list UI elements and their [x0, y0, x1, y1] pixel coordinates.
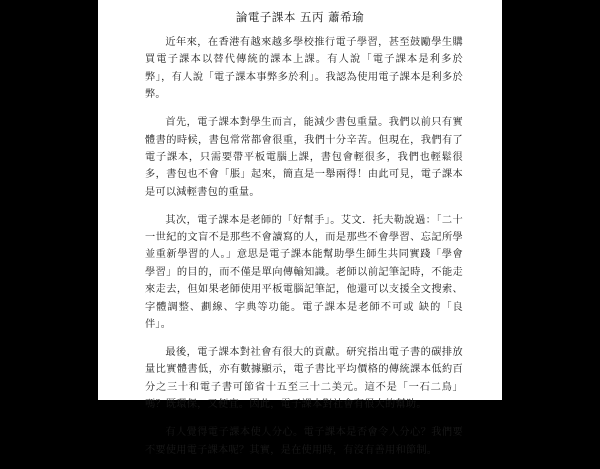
paragraph-intro: 近年來，在香港有越來越多學校推行電子學習，甚至鼓勵學生購買電子課本以替代傳統的課本上課。有人說「電子課本是利多於弊」，有人說「電子課本事弊多於利」。我認為使用電子課本是利多於弊。 [145, 37, 463, 101]
paragraph-third-point: 最後，電子課本對社會有很大的貢獻。研究指出電子書的碳排放量比實體書低，亦有數據顯示，電子書比平均價格的傳統課本低約百分之三十和電子書可節省十五至三十二美元。這不是「一石二鳥」嗎？既環保，又便宜。因此，電子課本對社會有很大的幫助。 [145, 347, 463, 411]
paragraph-second-point: 其次，電子課本是老師的「好幫手」。艾文．托夫勒說過：「二十一世紀的文盲不是那些不會讀寫的人，而是那些不會學習、忘記所學並重新學習的人。」意思是電子課本能幫助學生師生共同實踐「學會學習」的目的，而不僅是單向傳輸知識。老師以前記筆記時，不能走來走去，但如果老師使用平板電腦記筆記，他還可以支援全文搜索、字體調整、劃線、字典等功能。電子課本是老師不可或 缺的「良伴」。 [145, 214, 463, 331]
document-page [98, 0, 502, 456]
document-title: 論電子課本 五丙 蕭希瑜 [235, 10, 365, 24]
paragraph-counterpoint: 有人覺得電子課本使人分心。電子課本是否會令人分心？我們要不要使用電子課本呢？其實，是在使用時，有沒有善用和節制。 [145, 427, 463, 456]
paragraph-first-point: 首先，電子課本對學生而言，能減少書包重量。我們以前只有實體書的時候，書包常常都會很重，我們十分辛苦。但現在，我們有了電子課本，只需要帶平板電腦上課，書包會輕很多，我們也輕鬆很多，書包也不會「脹」起來，簡直是一舉兩得！由此可見，電子課本是可以減輕書包的重量。 [145, 117, 463, 198]
document-body [145, 34, 463, 469]
